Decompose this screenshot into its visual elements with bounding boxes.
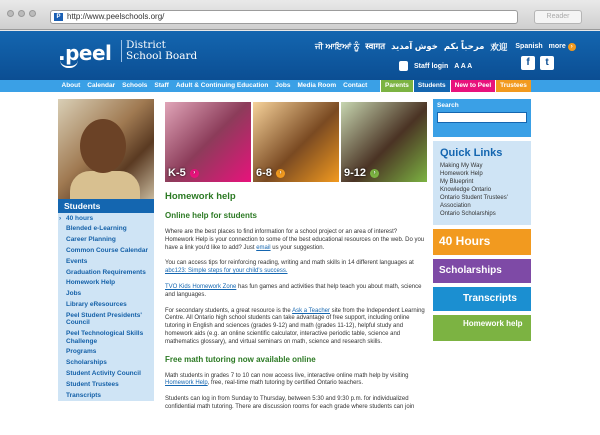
- board-name-line1: District: [126, 39, 166, 51]
- abc123-link[interactable]: abc123: Simple steps for your child's success.: [165, 268, 288, 275]
- promo-homework-help[interactable]: [433, 315, 531, 341]
- twitter-icon[interactable]: t: [540, 56, 554, 70]
- paragraph-login: Students can log in from Sunday to Thursday, between 5:30 and 9:30 p.m. for individualized confidential math tutoring. There are discussion rooms for each grade where students can join: [165, 396, 415, 410]
- nav-calendar[interactable]: Calendar: [87, 82, 116, 89]
- tvo-link[interactable]: TVO Kids Homework Zone: [165, 283, 237, 290]
- sidebar-item-blended-elearning[interactable]: Blended e-Learning: [66, 225, 127, 233]
- lock-icon: [399, 61, 408, 71]
- subheading-math-tutoring: Free math tutoring now available online: [165, 354, 316, 364]
- logo-text[interactable]: .peel: [58, 41, 112, 65]
- nav-contact[interactable]: Contact: [343, 82, 368, 89]
- promo-scholarships-label[interactable]: Scholarships: [439, 265, 502, 276]
- site-header: [0, 31, 600, 80]
- sidebar-item-student-trustees[interactable]: Student Trustees: [66, 380, 119, 388]
- sidebar-menu: [58, 213, 154, 401]
- nav-adult-education[interactable]: Adult & Continuing Education: [175, 82, 269, 89]
- promo-transcripts[interactable]: [433, 287, 531, 311]
- sidebar-item-events[interactable]: Events: [66, 257, 88, 265]
- close-icon[interactable]: [7, 10, 14, 17]
- homework-help-link[interactable]: Homework Help: [165, 380, 208, 387]
- banner-9-12-label[interactable]: 9-12: [344, 167, 367, 179]
- arrow-icon: ›: [370, 169, 379, 178]
- main-nav: [0, 80, 600, 92]
- quick-link-my-blueprint[interactable]: My Blueprint: [440, 179, 474, 185]
- sidebar-item-career-planning[interactable]: Career Planning: [66, 236, 116, 244]
- promo-transcripts-label[interactable]: Transcripts: [463, 293, 517, 304]
- subheading-online-help: Online help for students: [165, 211, 258, 220]
- lang-chinese[interactable]: 欢迎: [490, 42, 508, 52]
- more-label[interactable]: more: [548, 43, 566, 50]
- staff-login-area: [399, 61, 472, 71]
- browser-toolbar: [0, 0, 600, 30]
- window-controls[interactable]: [7, 10, 36, 17]
- sidebar-item-jobs[interactable]: Jobs: [66, 290, 82, 298]
- sidebar-item-presidents-council[interactable]: Peel Student Presidents' Council: [66, 311, 142, 327]
- lang-spanish[interactable]: Spanish: [515, 43, 543, 50]
- text-size-controls[interactable]: A A A: [454, 62, 473, 70]
- quick-links-title: Quick Links: [440, 147, 503, 159]
- nav-jobs[interactable]: Jobs: [275, 82, 291, 89]
- quick-link-making-my-way[interactable]: Making My Way: [440, 163, 483, 169]
- quick-link-trustees-association[interactable]: Ontario Student Trustees' Association: [440, 195, 508, 209]
- sidebar-item-programs[interactable]: Programs: [66, 348, 97, 356]
- banner-k5[interactable]: [165, 102, 251, 182]
- sidebar-item-graduation[interactable]: Graduation Requirements: [66, 268, 146, 276]
- sidebar-item-40-hours[interactable]: › 40 hours: [58, 213, 154, 224]
- board-name-line2: School Board: [126, 50, 198, 62]
- favicon-icon: P: [54, 13, 63, 21]
- language-links: [315, 41, 576, 53]
- paragraph-math: Math students in grades 7 to 10 can now access live, interactive online math help by visiting Homework Help, free, real-time math tutoring by certified Ontario teachers.: [165, 372, 409, 387]
- board-name: [121, 40, 197, 62]
- tab-trustees[interactable]: Trustees: [495, 80, 531, 92]
- sidebar-item-scholarships[interactable]: Scholarships: [66, 359, 107, 367]
- peel-logo[interactable]: [58, 41, 111, 65]
- right-column: [433, 99, 531, 341]
- quick-link-scholarships[interactable]: Ontario Scholarships: [440, 211, 496, 217]
- sidebar-title: Students: [58, 199, 154, 213]
- paragraph-intro: Where are the best places to find information for a school project or an area of interest? Homework Help is your connection to some of the best educational resources on the web. Do you have a link you'd like to add? Just email us your suggestion.: [165, 229, 425, 251]
- lang-urdu[interactable]: خوش آمدید: [391, 41, 438, 51]
- reader-button[interactable]: Reader: [534, 10, 582, 24]
- nav-staff[interactable]: Staff: [154, 82, 169, 89]
- page-title: Homework help: [165, 191, 236, 202]
- logo-smile-icon: [60, 60, 78, 68]
- banner-9-12[interactable]: [341, 102, 427, 182]
- paragraph-languages: You can access tips for reinforcing reading, writing and math skills in 14 different languages at abc123: Simple steps for your child's success.: [165, 260, 414, 275]
- sidebar-item-library[interactable]: Library eResources: [66, 300, 127, 308]
- arrow-icon: ›: [276, 169, 285, 178]
- sidebar-item-tech-skills[interactable]: Peel Technological Skills Challenge: [66, 330, 144, 345]
- paragraph-secondary: For secondary students, a great resource is the Ask a Teacher site from the Independent Learning Centre. All Ontario high school students can take advantage of free support, including online tutoring in English and sciences (grades 9-12) and math (grades 11-12), helpful study and homework aids (e.g. an online scientific calculator, interactive periodic table, science and mathematics glossary), and virtual seminars on math, science and research skills.: [165, 307, 425, 345]
- tab-parents[interactable]: Parents: [380, 80, 413, 92]
- more-arrow-icon: ›: [568, 43, 576, 51]
- more-languages[interactable]: [549, 41, 576, 53]
- sidebar-item-transcripts[interactable]: Transcripts: [66, 391, 102, 399]
- promo-40-hours-label[interactable]: 40 Hours: [439, 234, 491, 248]
- quick-link-knowledge-ontario[interactable]: Knowledge Ontario: [440, 187, 492, 193]
- main-content: [165, 191, 427, 420]
- sidebar-item-homework-help[interactable]: Homework Help: [66, 279, 116, 287]
- url-text[interactable]: http://www.peelschools.org/: [67, 12, 165, 21]
- nav-about[interactable]: About: [61, 82, 81, 89]
- arrow-icon: ›: [190, 169, 199, 178]
- banner-k5-label[interactable]: K-5: [168, 167, 186, 179]
- zoom-icon[interactable]: [29, 10, 36, 17]
- sidebar-item-course-calendar[interactable]: Common Course Calendar: [66, 246, 148, 254]
- lang-punjabi[interactable]: ਜੀ ਆਇਆਂ ਨੂੰ: [315, 41, 360, 51]
- lang-hindi[interactable]: स्वागत: [365, 41, 386, 51]
- quick-links: [433, 141, 531, 225]
- lang-arabic[interactable]: مرحباً بكم: [443, 41, 485, 51]
- tab-new-to-peel[interactable]: New to Peel: [450, 80, 495, 92]
- search-label: Search: [437, 102, 459, 109]
- banner-6-8[interactable]: [253, 102, 339, 182]
- minimize-icon[interactable]: [18, 10, 25, 17]
- promo-scholarships[interactable]: [433, 259, 531, 283]
- quick-link-homework-help[interactable]: Homework Help: [440, 171, 483, 177]
- paragraph-tvo: TVO Kids Homework Zone has fun games and activities that help teach you about math, science and languages.: [165, 283, 422, 298]
- nav-media-room[interactable]: Media Room: [297, 82, 337, 89]
- student-photo: [58, 99, 154, 199]
- email-link[interactable]: email: [256, 244, 271, 251]
- ask-a-teacher-link[interactable]: Ask a Teacher: [292, 307, 330, 314]
- nav-schools[interactable]: Schools: [122, 82, 148, 89]
- banner-6-8-label[interactable]: 6-8: [256, 167, 272, 179]
- search-box: [433, 99, 531, 137]
- address-bar[interactable]: [50, 10, 518, 24]
- search-input[interactable]: [437, 112, 527, 123]
- grade-banners: [165, 102, 427, 182]
- social-links: [521, 56, 554, 70]
- web-page: [0, 31, 600, 435]
- promo-homework-help-label[interactable]: Homework help: [463, 319, 523, 328]
- staff-login-link[interactable]: Staff login: [414, 62, 449, 70]
- left-sidebar: [58, 99, 154, 401]
- facebook-icon[interactable]: f: [521, 56, 535, 70]
- tab-students[interactable]: Students: [413, 80, 450, 92]
- sidebar-item-activity-council[interactable]: Student Activity Council: [66, 369, 141, 377]
- promo-40-hours[interactable]: [433, 229, 531, 255]
